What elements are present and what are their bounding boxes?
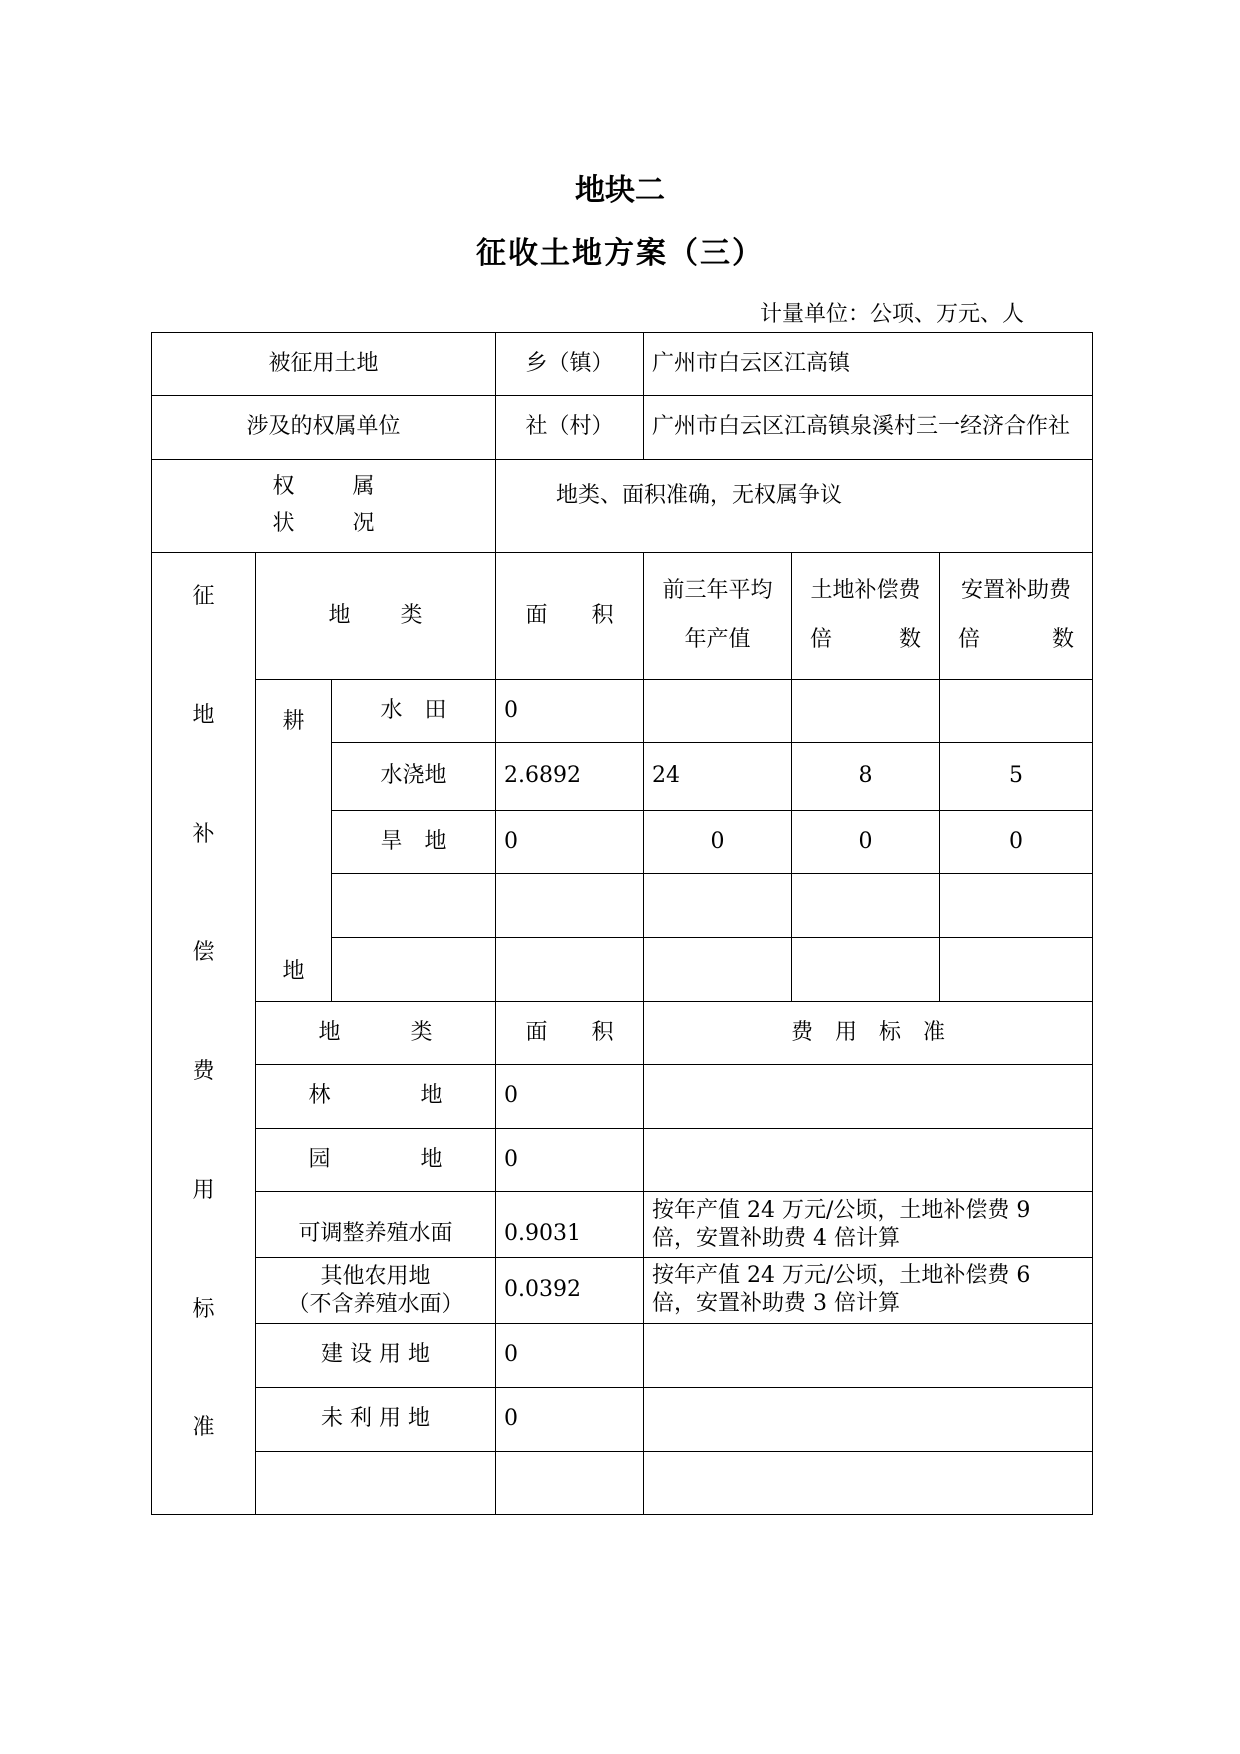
- standard-header: 费 用 标 准: [644, 1002, 1093, 1065]
- village-value: 广州市白云区江高镇泉溪村三一经济合作社: [644, 396, 1093, 460]
- area-cell: 2.6892: [496, 743, 644, 811]
- standard-cell: [644, 1129, 1093, 1192]
- owner-label-line2: 涉及的权属单位: [152, 396, 496, 460]
- table-row: [152, 1324, 1093, 1388]
- resettle-cell: [940, 680, 1093, 743]
- side-char: 费: [192, 1059, 215, 1085]
- comp-cell: [792, 874, 940, 938]
- table-row: [152, 680, 1093, 743]
- area-header: 面 积: [496, 553, 644, 680]
- area-cell: 0: [496, 1388, 644, 1452]
- avg-cell: 24: [644, 743, 792, 811]
- avg-output-header: 前三年平均 年产值: [644, 553, 792, 680]
- area-cell: 0: [496, 680, 644, 743]
- area-cell: 0: [496, 1324, 644, 1388]
- land-type-header: 地 类: [256, 553, 496, 680]
- land-type-cell: 林 地: [256, 1065, 496, 1129]
- side-char: 征: [192, 584, 215, 609]
- side-char: 地: [192, 702, 215, 728]
- table-row: [152, 1129, 1093, 1192]
- area-cell: 0: [496, 1129, 644, 1192]
- resettle-cell: [940, 938, 1093, 1002]
- land-type-cell: 建 设 用 地: [256, 1324, 496, 1388]
- status-char: 况: [352, 511, 375, 536]
- area-cell: 0: [496, 811, 644, 874]
- table-row: [152, 1452, 1093, 1515]
- avg-cell: [644, 874, 792, 938]
- land-type-cell: 其他农用地 （不含养殖水面）: [256, 1258, 496, 1324]
- block-title: 地块二: [575, 173, 665, 208]
- table-row: [152, 1192, 1093, 1258]
- resettle-cell: [940, 874, 1093, 938]
- area-cell: 0.9031: [496, 1192, 644, 1258]
- land-type-cell: 可调整养殖水面: [256, 1192, 496, 1258]
- side-char: 用: [192, 1177, 215, 1203]
- status-char: 权: [272, 474, 295, 500]
- comp-cell: 0: [792, 811, 940, 874]
- area-cell: [496, 938, 644, 1002]
- standard-cell: [644, 1065, 1093, 1129]
- cultivated-group-label: 耕 地: [256, 680, 332, 1002]
- town-value: 广州市白云区江高镇: [644, 333, 1093, 396]
- area-cell: [496, 874, 644, 938]
- standard-cell: [644, 1324, 1093, 1388]
- land-type-cell: [332, 938, 496, 1002]
- resettle-cell: 5: [940, 743, 1093, 811]
- comp-cell: [792, 938, 940, 1002]
- land-type-cell: [332, 874, 496, 938]
- land-type-cell: 园 地: [256, 1129, 496, 1192]
- owner-label-line1: 被征用土地: [152, 333, 496, 396]
- side-char: 偿: [192, 940, 215, 966]
- land-acquisition-table: [151, 332, 1093, 1515]
- land-compensation-header: 土地补偿费 倍 数: [792, 553, 940, 680]
- land-type-cell: 未 利 用 地: [256, 1388, 496, 1452]
- table-row: [152, 1258, 1093, 1324]
- status-char: 属: [352, 474, 375, 500]
- area-cell: [496, 1452, 644, 1515]
- village-label: 社（村）: [496, 396, 644, 460]
- other-area-header: 面 积: [496, 1002, 644, 1065]
- ownership-status-label: [152, 460, 496, 553]
- unit-note: 计量单位：公项、万元、人: [760, 302, 1025, 327]
- table-row: [152, 1065, 1093, 1129]
- land-type-cell: 水浇地: [332, 743, 496, 811]
- avg-cell: [644, 680, 792, 743]
- plan-title: 征收土地方案（三）: [476, 236, 764, 271]
- ownership-status-value: 地类、面积准确，无权属争议: [496, 460, 1093, 553]
- town-label: 乡（镇）: [496, 333, 644, 396]
- comp-cell: 8: [792, 743, 940, 811]
- other-land-type-header: 地 类: [256, 1002, 496, 1065]
- side-label: [152, 553, 256, 1515]
- area-cell: 0: [496, 1065, 644, 1129]
- table-row: [152, 1388, 1093, 1452]
- standard-cell: [644, 1452, 1093, 1515]
- land-type-cell: 旱 地: [332, 811, 496, 874]
- avg-cell: 0: [644, 811, 792, 874]
- resettle-cell: 0: [940, 811, 1093, 874]
- land-type-cell: [256, 1452, 496, 1515]
- resettlement-header: 安置补助费 倍 数: [940, 553, 1093, 680]
- standard-cell: [644, 1388, 1093, 1452]
- land-type-cell: 水 田: [332, 680, 496, 743]
- standard-cell: 按年产值 24 万元/公顷，土地补偿费 9 倍，安置补助费 4 倍计算: [644, 1192, 1093, 1258]
- side-char: 准: [192, 1415, 215, 1441]
- side-char: 标: [192, 1296, 215, 1322]
- comp-cell: [792, 680, 940, 743]
- avg-cell: [644, 938, 792, 1002]
- side-char: 补: [192, 821, 215, 847]
- area-cell: 0.0392: [496, 1258, 644, 1324]
- status-char: 状: [272, 511, 295, 536]
- standard-cell: 按年产值 24 万元/公顷，土地补偿费 6 倍，安置补助费 3 倍计算: [644, 1258, 1093, 1324]
